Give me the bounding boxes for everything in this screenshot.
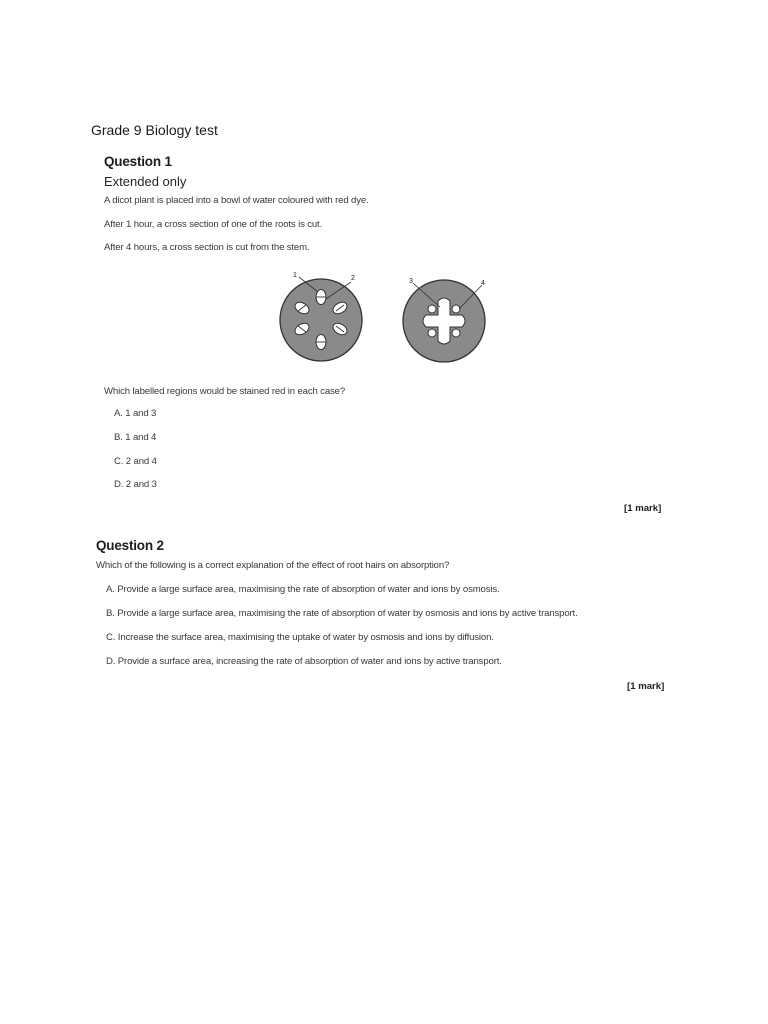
question-1-mark: [1 mark] bbox=[624, 503, 662, 514]
question-2-option-a[interactable]: A. Provide a large surface area, maximising the rate of absorption of water and ions by osmosis. bbox=[106, 584, 500, 595]
question-1-line-1: A dicot plant is placed into a bowl of water coloured with red dye. bbox=[104, 195, 369, 206]
root-cross-section bbox=[280, 272, 362, 361]
question-2-option-b[interactable]: B. Provide a large surface area, maximising the rate of absorption of water by osmosis and ions by active transport. bbox=[106, 608, 578, 619]
document-title: Grade 9 Biology test bbox=[91, 122, 218, 138]
figure-label-1: 1 bbox=[293, 272, 297, 279]
stem-cross-section bbox=[403, 278, 485, 362]
question-2-option-d[interactable]: D. Provide a surface area, increasing the rate of absorption of water and ions by active transport. bbox=[106, 656, 502, 667]
question-2-option-c[interactable]: C. Increase the surface area, maximising the uptake of water by osmosis and ions by diffusion. bbox=[106, 632, 494, 643]
question-1-subheading: Extended only bbox=[104, 174, 187, 189]
figure-label-2: 2 bbox=[351, 275, 355, 282]
question-1-option-c[interactable]: C. 2 and 4 bbox=[114, 456, 157, 467]
question-1-option-d[interactable]: D. 2 and 3 bbox=[114, 479, 157, 490]
question-1-prompt: Which labelled regions would be stained red in each case? bbox=[104, 386, 346, 397]
question-2-mark: [1 mark] bbox=[627, 681, 665, 692]
question-2-heading: Question 2 bbox=[96, 538, 164, 553]
figure-label-4: 4 bbox=[481, 280, 485, 287]
question-1-line-2: After 1 hour, a cross section of one of the roots is cut. bbox=[104, 219, 323, 230]
cross-section-diagram bbox=[270, 265, 500, 375]
question-1-option-b[interactable]: B. 1 and 4 bbox=[114, 432, 157, 443]
figure-label-3: 3 bbox=[409, 278, 413, 285]
question-1-line-3: After 4 hours, a cross section is cut from the stem. bbox=[104, 242, 310, 253]
question-1-option-a[interactable]: A. 1 and 3 bbox=[114, 408, 157, 419]
question-2-prompt: Which of the following is a correct explanation of the effect of root hairs on absorption? bbox=[96, 560, 450, 571]
question-1-heading: Question 1 bbox=[104, 154, 172, 169]
